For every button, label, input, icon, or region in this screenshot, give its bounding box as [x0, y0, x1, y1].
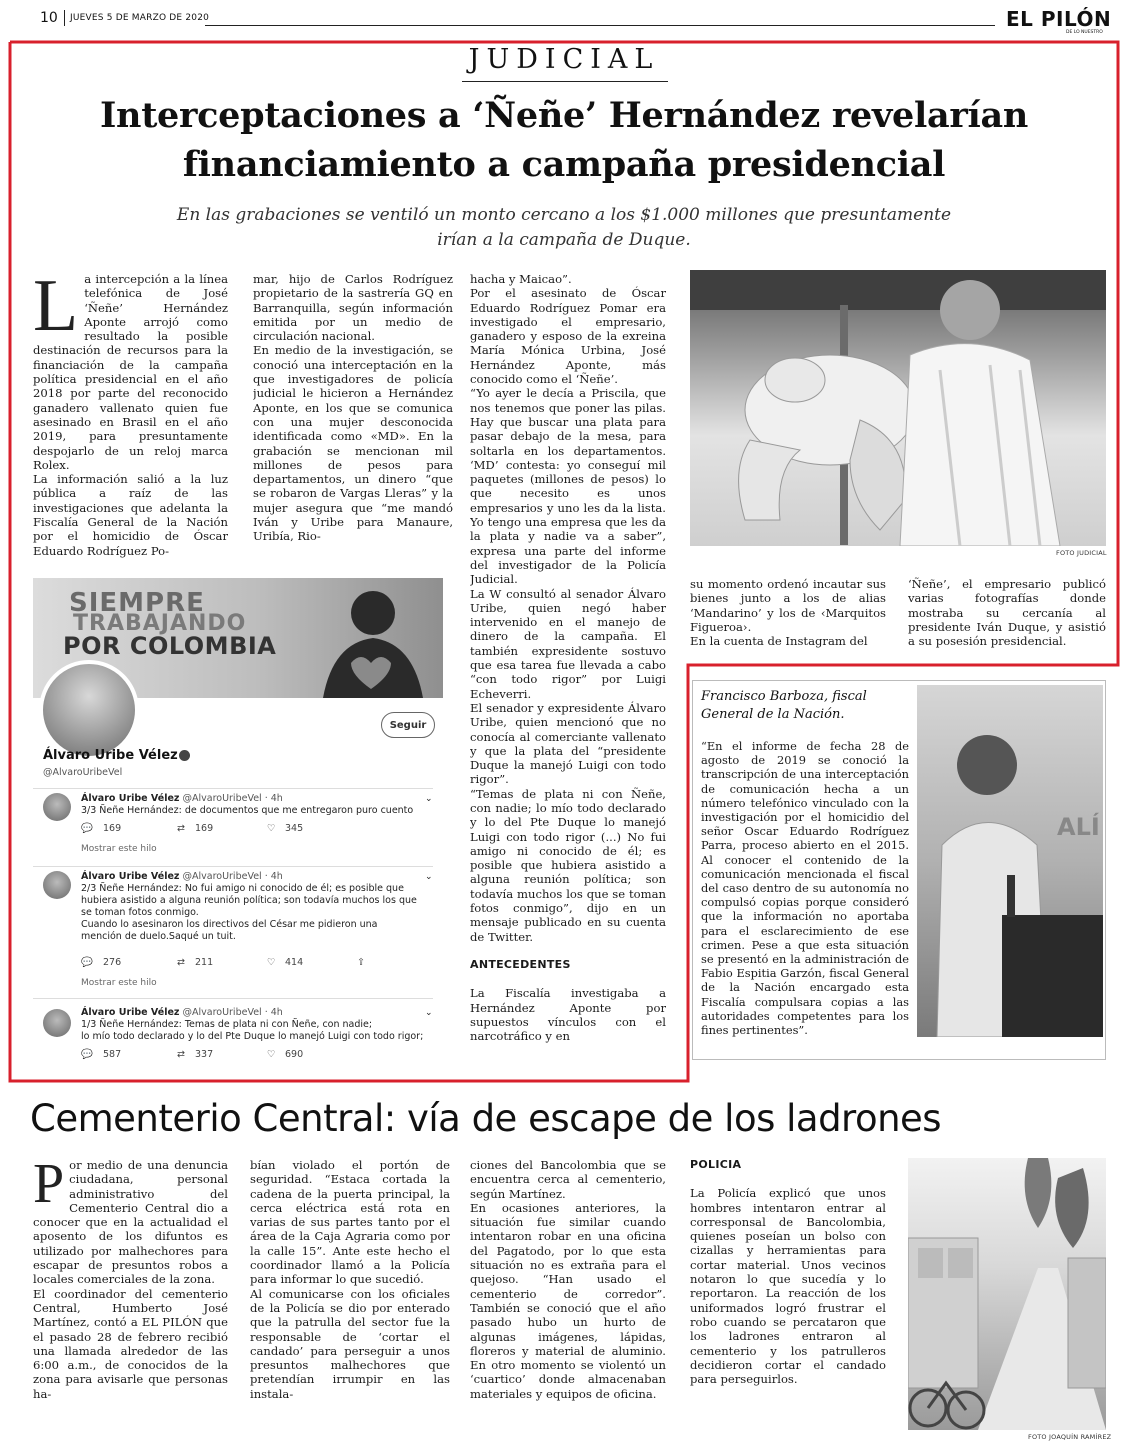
banner-silhouette-icon	[303, 583, 443, 698]
paragraph: “Temas de plata ni con Ñeñe, con nadie; lo mío todo declarado y lo del Pte Duque lo manejó Luigi con todo rigor (...) No fui amigo ni conocido de él; es posible que hubiera asistido a alguna reunión política; son todavía muchos los que se toman fotos conmigo”, dijo en un mensaje publicado en su cuenta de Twitter.	[470, 786, 666, 944]
like-icon[interactable]: ♡	[267, 957, 276, 968]
main-photo-credit: FOTO JUDICIAL	[1056, 549, 1107, 557]
retweet-icon[interactable]: ⇄	[177, 957, 185, 968]
fiscal-portrait-illustration	[917, 685, 1103, 1037]
cemetery-path-illustration	[908, 1158, 1106, 1430]
reply-count: 276	[103, 957, 122, 968]
section-label: JUDICIAL	[468, 44, 660, 75]
chevron-down-icon[interactable]: ⌄	[425, 794, 433, 804]
retweet-icon[interactable]: ⇄	[177, 1049, 185, 1060]
logo: EL PILÓN	[1006, 7, 1112, 31]
like-count: 690	[285, 1049, 304, 1060]
tweet-text: 2/3 Ñeñe Hernández: No fui amigo ni conocido de él; es posible que hubiera asistido a alguna reunión política; son todavía muchos los que se toman fotos conmigo.	[81, 883, 417, 918]
tweet-text: 1/3 Ñeñe Hernández: Temas de plata ni con Ñeñe, con nadie;	[81, 1019, 373, 1030]
tweet-text: 3/3 Ñeñe Hernández: de documentos que me entregaron puro cuento	[81, 805, 414, 816]
like-count: 345	[285, 823, 304, 834]
second-headline: Cementerio Central: vía de escape de los ladrones	[30, 1097, 942, 1140]
tweet-body	[81, 1007, 424, 1063]
retweet-count: 211	[195, 957, 214, 968]
like-count: 414	[285, 957, 304, 968]
reply-icon[interactable]: 💬	[81, 823, 93, 834]
paragraph: La información salió a la luz pública a raíz de las investigaciones que adelanta la Fiscalía General de la Nación por el homicidio de Óscar Eduardo Rodríguez Po-	[33, 472, 228, 558]
main-headline-line2: financiamiento a campaña presidencial	[182, 144, 946, 185]
tweet-body	[81, 793, 421, 855]
tweet-stats	[81, 1049, 421, 1063]
tweet-avatar	[43, 793, 71, 821]
tweet-author: Álvaro Uribe Vélez	[81, 871, 180, 882]
paragraph: La Policía explicó que unos hombres intentaron entrar al corresponsal de Bancolombia, quienes poseían un bolso con cizallas y herramientas para cortar material. Unos vecinos notaron lo que sucedía y lo reportaron. La reacción de los uniformados logró frustrar el robo cuando se percataron que los ladrones entraron al cementerio y los patrulleros decidieron cortar el candado para perseguirlos.	[690, 1186, 886, 1387]
profile-handle: @AlvaroUribeVel	[43, 767, 123, 778]
drop-cap: P	[33, 1158, 65, 1215]
subtitle-line2: irían a la campaña de Duque.	[437, 230, 691, 250]
tweet[interactable]	[33, 866, 433, 996]
banner-text-1: SIEMPRE	[69, 588, 205, 618]
tweet-body	[81, 871, 421, 989]
svg-text:ALÍ: ALÍ	[1057, 813, 1100, 841]
tweet-handle: @AlvaroUribeVel · 4h	[182, 793, 283, 804]
paragraph: El senador y expresidente Álvaro Uribe, quien mencionó que no conocía al comerciante vallenato y que la plata del “presidente Duque la manejó Luigi con todo rigor”.	[470, 700, 666, 787]
article-column-5	[908, 577, 1106, 657]
reply-count: 169	[103, 823, 122, 834]
paragraph: a intercepción a la línea telefónica de José ‘Ñeñe’ Hernández Aponte arrojó como resultado la posible destinación de recursos para la financiación de la campaña política presidencial en el año 2018 por parte del reconocido ganadero vallenato quien fue asesinado en Brasil en el año 2019, para presuntamente despojarlo de un reloj marca Rolex.	[33, 272, 228, 472]
cemetery-photo	[908, 1158, 1106, 1430]
follow-button[interactable]: Seguir	[381, 712, 435, 738]
tweet-author: Álvaro Uribe Vélez	[81, 1007, 180, 1018]
banner-text-2: TRABAJANDO	[73, 611, 247, 636]
sidebar-title-line1: Francisco Barboza, fiscal	[701, 689, 867, 704]
tweet-text-2: lo mío todo declarado y lo del Pte Duque lo manejó Luigi con todo rigor;	[81, 1031, 424, 1042]
retweet-count: 337	[195, 1049, 214, 1060]
paragraph: Por el asesinato de Óscar Eduardo Rodríguez Pomar era investigado el empresario, ganadero y esposo de la exreina María Mónica Urbina, José Hernández Aponte, más conocido como el ‘Ñeñe’.	[470, 286, 666, 387]
tweet-handle: @AlvaroUribeVel · 4h	[182, 1007, 283, 1018]
second-column-2	[250, 1158, 450, 1440]
tweet[interactable]	[33, 998, 433, 1066]
paragraph: El coordinador del cementerio Central, Humberto José Martínez, contó a EL PILÓN que el pasado 28 de febrero recibió una llamada alrededor de las 6:00 a.m., de conocidos de la zona para avisarle que personas ha-	[33, 1286, 228, 1401]
article-column-1	[33, 272, 228, 562]
sidebar-title-line2: General de la Nación.	[701, 707, 845, 722]
tweet-avatar	[43, 871, 71, 899]
retweet-icon[interactable]: ⇄	[177, 823, 185, 834]
section-rule	[462, 81, 668, 82]
page-number: 10	[40, 10, 58, 26]
profile-avatar[interactable]	[39, 660, 139, 760]
cemetery-photo-credit: FOTO JOAQUÍN RAMÍREZ	[1028, 1433, 1112, 1441]
subheading: POLICIA	[690, 1158, 742, 1171]
paragraph: mar, hijo de Carlos Rodríguez propietario de la sastrería GQ en Barranquilla, según información emitida por un medio de circulación nacional.	[253, 272, 453, 344]
sidebar-quote: “En el informe de fecha 28 de agosto de 2019 se conoció la transcripción de una interceptación de comunicación hecha a un número telefónico vinculado con la investigación por el homicidio del señor Oscar Eduardo Rodríguez Parra, proceso abierto en el 2015. Al conocer el contenido de la comunicación mencionada el fiscal del caso dentro de su autonomía no compulsó copias porque consideró que la información no aportaba para el esclarecimiento de ese crimen. Pese a que esta situación se presentó en la administración de Fabio Espitia Garzón, fiscal General de la Nación encargado esta Fiscalía compulsara copias a las autoridades competentes para los fines pertinentes”.	[701, 739, 909, 1038]
retweet-count: 169	[195, 823, 214, 834]
cow-and-man-illustration	[690, 270, 1106, 546]
profile-name: Álvaro Uribe Vélez	[43, 748, 178, 763]
share-icon[interactable]: ⇪	[357, 957, 365, 968]
paragraph: En ocasiones anteriores, la situación fue similar cuando intentaron robar en una oficina del Pagatodo, por lo que esta situación no es extraña para el quejoso. “Han usado el cementerio de corredor”. También se conoció que el año pasado hubo un hurto de algunas imágenes, lápidas, floreros y material de aluminio. En otro momento se violentó un ‘cuartico’ donde almacenaban materiales y equipos de oficina.	[470, 1200, 666, 1401]
paragraph: bían violado el portón de seguridad. “Estaca cortada la cadena de la puerta principal, la cerca eléctrica está rota en varias de sus partes tanto por el área de la Caja Agraria como por la calle 15”. Ante este hecho el coordinador llamó a la Policía para informar lo que sucedió.	[250, 1158, 450, 1287]
paragraph: “Yo ayer le decía a Priscila, que nos tenemos que poner las pilas. Hay que buscar una plata para pasar debajo de la mesa, para soltarla en los departamentos. ‘MD’ contesta: yo conseguí mil paquetes (millones de pesos) lo que necesito es unos empresarios y uno les da la lista. Yo tengo una empresa que les da la plata y nadie va a saber”, expresa una parte del informe del investigador de la Policía Judicial.	[470, 386, 666, 587]
paragraph: En medio de la investigación, se conoció una interceptación en la que investigadores de policía judicial le hicieron a Hernández Aponte, en los que se comunica con una mujer desconocida identificada como «MD». En la grabación se mencionan mil millones de pesos para departamentos, un dinero “que se robaron de Vargas Lleras” y la mujer asegura que “me mandó Iván y Uribe para Manaure, Uribía, Rio-	[253, 343, 453, 544]
article-column-4	[690, 577, 886, 657]
tweet-handle: @AlvaroUribeVel · 4h	[182, 871, 283, 882]
fiscal-photo	[917, 685, 1103, 1037]
verified-icon	[179, 750, 190, 761]
show-thread-link[interactable]: Mostrar este hilo	[81, 978, 157, 988]
tweet-stats	[81, 957, 421, 971]
tweet-header	[81, 793, 421, 805]
reply-count: 587	[103, 1049, 122, 1060]
logo-tagline: DE LO NUESTRO	[1066, 30, 1103, 35]
main-headline-line1: Interceptaciones a ‘Ñeñe’ Hernández revelarían	[99, 95, 1029, 136]
paragraph: ciones del Bancolombia que se encuentra cerca al cementerio, según Martínez.	[470, 1158, 666, 1201]
like-icon[interactable]: ♡	[267, 1049, 276, 1060]
tweet-avatar	[43, 1009, 71, 1037]
paragraph: su momento ordenó incautar sus bienes junto a los de alias ‘Mandarino’ y los de ‹Marquitos Figueroa›.	[690, 577, 886, 634]
reply-icon[interactable]: 💬	[81, 957, 93, 968]
tweet-header	[81, 871, 421, 883]
chevron-down-icon[interactable]: ⌄	[425, 1008, 433, 1018]
main-photo	[690, 270, 1106, 546]
paragraph: Al comunicarse con los oficiales de la Policía se dio por enterado que la patrulla del sector fue la responsable de ‘cortar el candado’ para perseguir a unos presuntos malhechores que pretendían irrumpir en las instala-	[250, 1286, 450, 1401]
tweet-stats	[81, 823, 421, 837]
article-column-2	[253, 272, 453, 562]
sidebar-box	[692, 680, 1106, 1060]
chevron-down-icon[interactable]: ⌄	[425, 872, 433, 882]
banner-text-3: POR COLOMBIA	[63, 632, 277, 660]
twitter-screenshot	[33, 578, 443, 1066]
subheading: ANTECEDENTES	[470, 957, 571, 971]
tweet-author: Álvaro Uribe Vélez	[81, 793, 180, 804]
paragraph: En la cuenta de Instagram del	[690, 634, 868, 649]
show-thread-link[interactable]: Mostrar este hilo	[81, 844, 157, 854]
second-column-1	[33, 1158, 228, 1440]
paragraph: La Fiscalía investigaba a Hernández Aponte por supuestos vínculos con el narcotráfico y en	[470, 986, 666, 1044]
article-column-3	[470, 272, 666, 1062]
reply-icon[interactable]: 💬	[81, 1049, 93, 1060]
tweet-header	[81, 1007, 421, 1019]
second-column-3	[470, 1158, 666, 1440]
header-date: JUEVES 5 DE MARZO DE 2020	[70, 13, 210, 23]
second-column-4	[690, 1158, 886, 1440]
paragraph: La W consultó al senador Álvaro Uribe, quien negó haber intervenido en el manejo de dinero de la campaña. El también expresidente sostuvo que esa tarea fue llevada a cabo “con todo rigor” por Luigi Echeverri.	[470, 586, 666, 701]
subtitle-line1: En las grabaciones se ventiló un monto cercano a los $1.000 millones que presuntamente	[176, 205, 952, 225]
tweet-text-2: Cuando lo asesinaron los directivos del César me pidieron una mención de duelo.Saqué un tuit.	[81, 919, 378, 942]
tweet[interactable]	[33, 788, 433, 866]
drop-cap: L	[33, 272, 79, 347]
paragraph: or medio de una denuncia ciudadana, personal administrativo del Cementerio Central dio a conocer que en la actualidad el aposento de los difuntos es utilizado por malhechores para escapar de presuntos robos a locales comerciales de la zona.	[33, 1158, 228, 1287]
paragraph: hacha y Maicao”.	[470, 272, 572, 286]
like-icon[interactable]: ♡	[267, 823, 276, 834]
paragraph: ‘Ñeñe’, el empresario publicó varias fotografías donde mostraba su cercanía al presidente Iván Duque, y asistió a su posesión presidencial.	[908, 577, 1106, 649]
